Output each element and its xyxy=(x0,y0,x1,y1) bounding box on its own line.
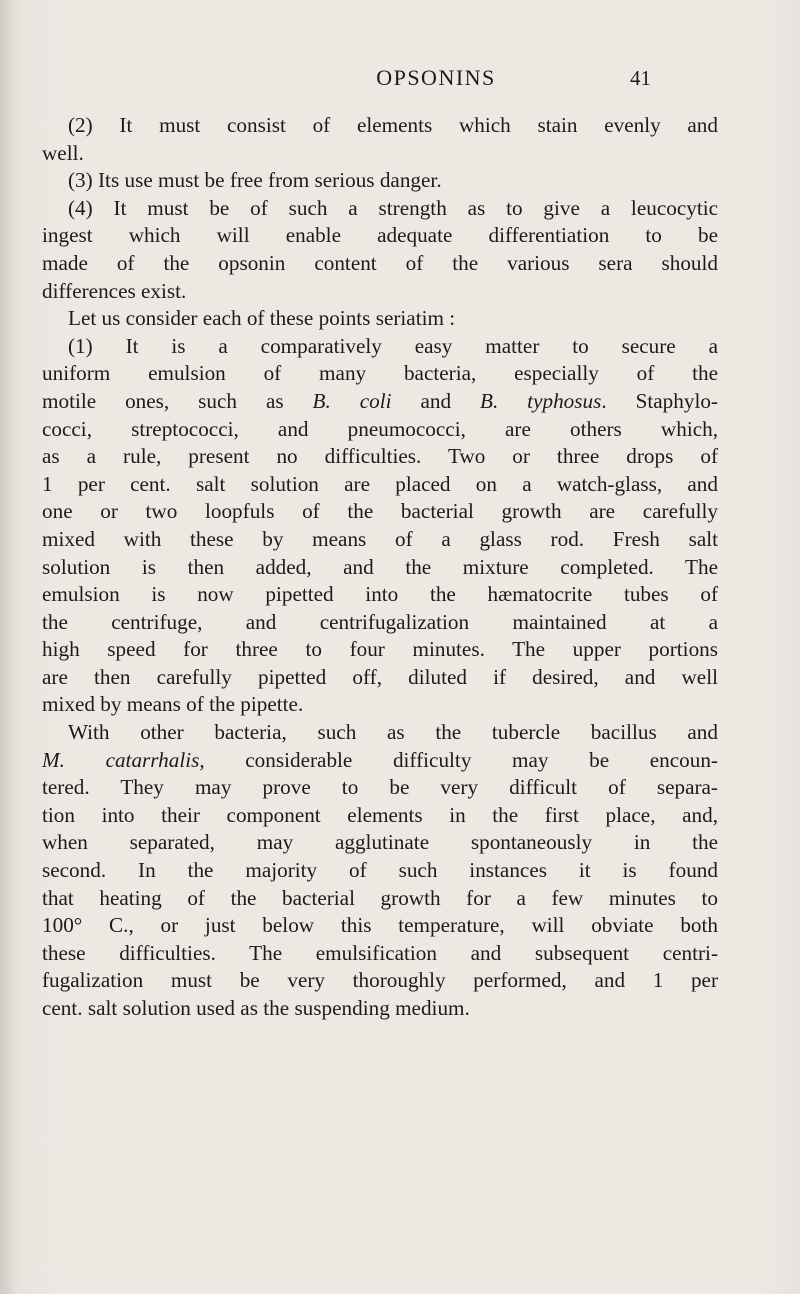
page-number: 41 xyxy=(630,66,651,90)
text-line: ingest which will enable adequate differentiation to be xyxy=(42,223,718,248)
text-line: are then carefully pipetted off, diluted if desired, and well xyxy=(42,664,718,689)
text-line: cocci, streptococci, and pneumococci, are others which, xyxy=(42,416,718,441)
text-line: (4) It must be of such a strength as to give a leucocytic xyxy=(68,195,718,220)
text-line: when separated, may agglutinate spontaneously in the xyxy=(42,830,718,855)
page-gutter-shadow xyxy=(0,0,14,1294)
text-line: motile ones, such as B. coli and B. typhosus. Staphylo- xyxy=(42,388,718,413)
text-line: high speed for three to four minutes. The upper portions xyxy=(42,637,718,662)
text-line: made of the opsonin content of the various sera should xyxy=(42,250,718,275)
text-line: emulsion is now pipetted into the hæmatocrite tubes of xyxy=(42,582,718,607)
running-head-title: OPSONINS xyxy=(376,65,496,90)
text-line: mixed by means of the pipette. xyxy=(42,692,304,717)
text-line: well. xyxy=(42,140,84,165)
text-line: differences exist. xyxy=(42,278,187,303)
text-line: (2) It must consist of elements which stain evenly and xyxy=(68,113,718,137)
text-line: one or two loopfuls of the bacterial growth are carefully xyxy=(42,499,718,524)
text-line: the centrifuge, and centrifugalization maintained at a xyxy=(42,609,718,634)
text-line: cent. salt solution used as the suspending medium. xyxy=(42,996,470,1020)
text-line: fugalization must be very thoroughly performed, and 1 per xyxy=(42,968,718,993)
text-line: mixed with these by means of a glass rod. Fresh salt xyxy=(42,526,718,551)
text-line: 1 per cent. salt solution are placed on a watch-glass, and xyxy=(42,471,718,496)
text-line: 100° C., or just below this temperature, will obviate both xyxy=(42,913,718,938)
text-line: (3) Its use must be free from serious danger. xyxy=(68,168,442,193)
text-line: as a rule, present no difficulties. Two or three drops of xyxy=(42,444,718,469)
body-text xyxy=(42,112,718,1023)
text-line: tered. They may prove to be very difficult of separa- xyxy=(42,775,718,800)
text-line: second. In the majority of such instances it is found xyxy=(42,858,718,883)
text-line: (1) It is a comparatively easy matter to secure a xyxy=(68,333,718,358)
text-line: M. catarrhalis, considerable difficulty may be encoun- xyxy=(42,747,718,772)
text-line: these difficulties. The emulsification and subsequent centri- xyxy=(42,940,718,965)
text-line: Let us consider each of these points seriatim : xyxy=(68,306,456,331)
running-head xyxy=(0,64,800,96)
text-line: solution is then added, and the mixture completed. The xyxy=(42,554,718,579)
text-line: tion into their component elements in the first place, and, xyxy=(42,802,718,827)
text-line: With other bacteria, such as the tubercle bacillus and xyxy=(68,720,718,745)
text-line: uniform emulsion of many bacteria, especially of the xyxy=(42,361,718,386)
text-line: that heating of the bacterial growth for a few minutes to xyxy=(42,885,718,910)
